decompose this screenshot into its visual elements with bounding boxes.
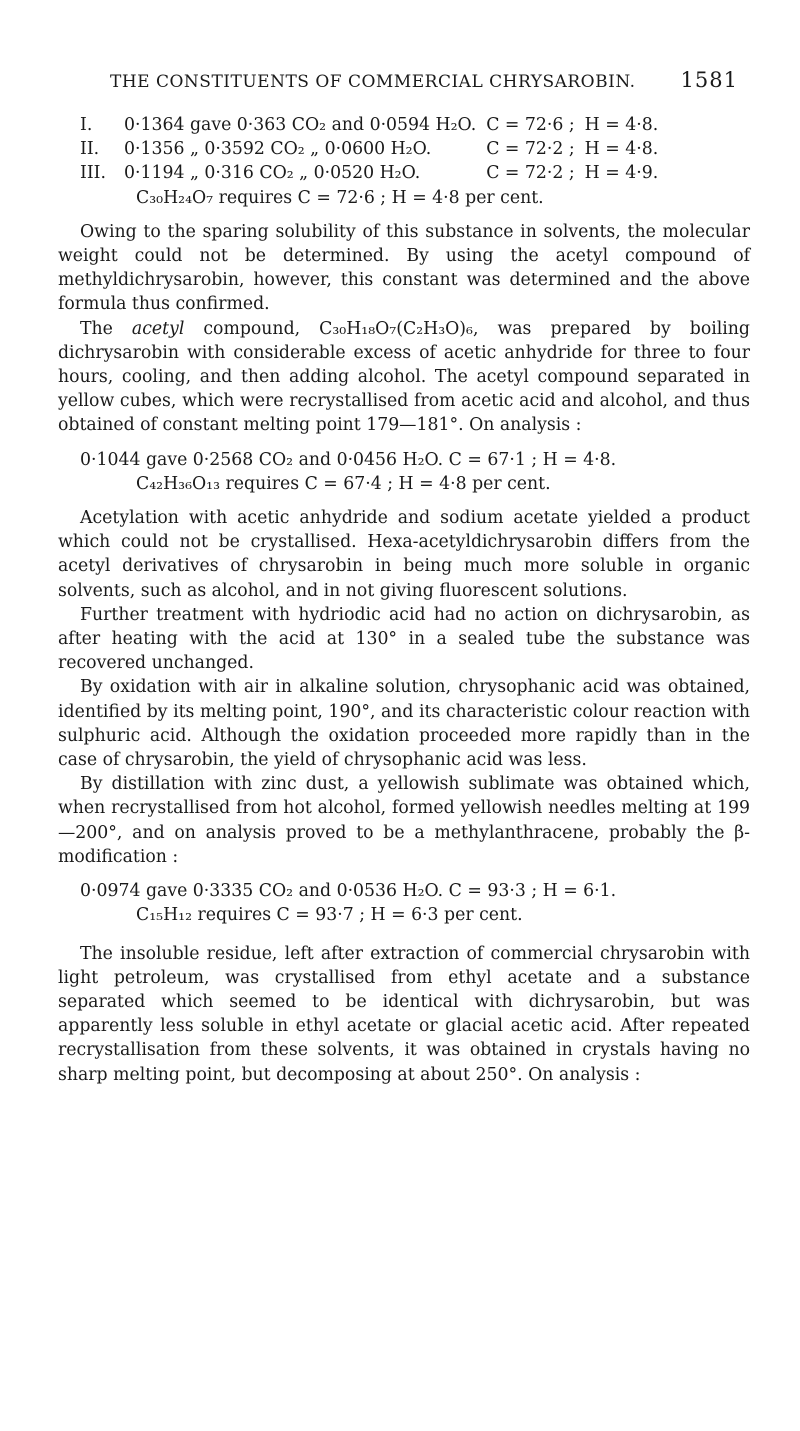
analysis-number: III. [80,163,106,184]
analysis-hydrogen: H = 4·8. [584,139,659,160]
analysis-hydrogen: H = 4·8. [584,115,659,135]
article-body [58,113,750,1087]
paragraph-insoluble-residue: The insoluble residue, left after extraction of commercial chrysarobin with light petroleum, was crystallised from ethyl acetate and a substance separated which seemed to be identical with dichrysarobin, but was apparently less soluble in ethyl acetate or glacial acetic acid. After repeated recrystallisation from these solvents, it was obtained in crystals having no sharp melting point, but decomposing at about 250°. On analysis : [58,943,750,1085]
page-number: 1581 [680,68,738,92]
analysis-row [80,137,668,161]
analysis-table [80,113,668,186]
page-header [110,68,738,92]
paragraph-molecular-weight: Owing to the sparing solubility of this substance in solvents, the molecular weight could not be determined. By using the acetyl compound of methyldichrysarobin, however, this constant was determined and the above formula thus confirmed. [58,221,750,315]
paragraph-acetylation: Acetylation with acetic anhydride and sodium acetate yielded a product which could not be crystallised. Hexa-acetyldichrysarobin differs from the acetyl derivatives of chrysarobin in being much more soluble in organic solvents, such as alcohol, and in not giving fluorescent solutions. [58,508,750,601]
analysis-hydrogen: H = 4·9. [584,163,659,184]
analysis-text: 0·1194 „ 0·316 CO₂ „ 0·0520 H₂O. [124,163,421,184]
analysis-text: 0·1364 gave 0·363 CO₂ and 0·0594 H₂O. [124,115,477,135]
formula-requirement: C₄₂H₃₆O₁₃ requires C = 67·4 ; H = 4·8 per cent. [136,473,551,494]
paragraph-distillation: By distillation with zinc dust, a yellowish sublimate was obtained which, when recrystallised from hot alcohol, formed yellowish needles melting at 199—200°, and on analysis proved to be a methylanthracene, probably the β-modification : [58,774,750,867]
analysis-number: II. [80,139,100,160]
paragraph-rest: compound, C₃₀H₁₈O₇(C₂H₃O)₆, was prepared by boiling dichrysarobin with considerable excess of acetic anhydride for three to four hours, cooling, and then adding alcohol. The acetyl compound separated in yellow cubes, which were recrystallised from acetic acid and alcohol, and thus obtained of constant melting point 179—181°. On analysis : [58,318,750,436]
analysis-result: 0·1044 gave 0·2568 CO₂ and 0·0456 H₂O. C = 67·1 ; H = 4·8. [80,449,617,470]
analysis-row [80,113,668,137]
paragraph-oxidation: By oxidation with air in alkaline solution, chrysophanic acid was obtained, identified by its melting point, 190°, and its characteristic colour reaction with sulphuric acid. Although the oxidation proceeded more rapidly than in the case of chrysarobin, the yield of chrysophanic acid was less. [58,677,750,771]
analysis-carbon: C = 72·6 ; [486,115,575,135]
analysis-carbon: C = 72·2 ; [486,163,575,184]
analysis-carbon: C = 72·2 ; [486,139,575,160]
paragraph-acetyl-compound [58,317,750,438]
running-head: THE CONSTITUENTS OF COMMERCIAL CHRYSAROBIN. [110,72,636,92]
analysis-number: I. [80,115,93,135]
formula-requirement: C₁₅H₁₂ requires C = 93·7 ; H = 6·3 per cent. [136,905,523,926]
analysis-result: 0·0974 gave 0·3335 CO₂ and 0·0536 H₂O. C = 93·3 ; H = 6·1. [80,881,617,902]
paragraph-lead: The [80,318,132,339]
paragraph-hydriodic-acid: Further treatment with hydriodic acid had no action on dichrysarobin, as after heating with the acid at 130° in a sealed tube the substance was recovered unchanged. [58,604,750,674]
analysis-row [80,161,668,185]
formula-requirement: C₃₀H₂₄O₇ requires C = 72·6 ; H = 4·8 per cent. [136,187,544,208]
paragraph-italic-term: acetyl [131,318,185,339]
analysis-text: 0·1356 „ 0·3592 CO₂ „ 0·0600 H₂O. [124,139,432,160]
